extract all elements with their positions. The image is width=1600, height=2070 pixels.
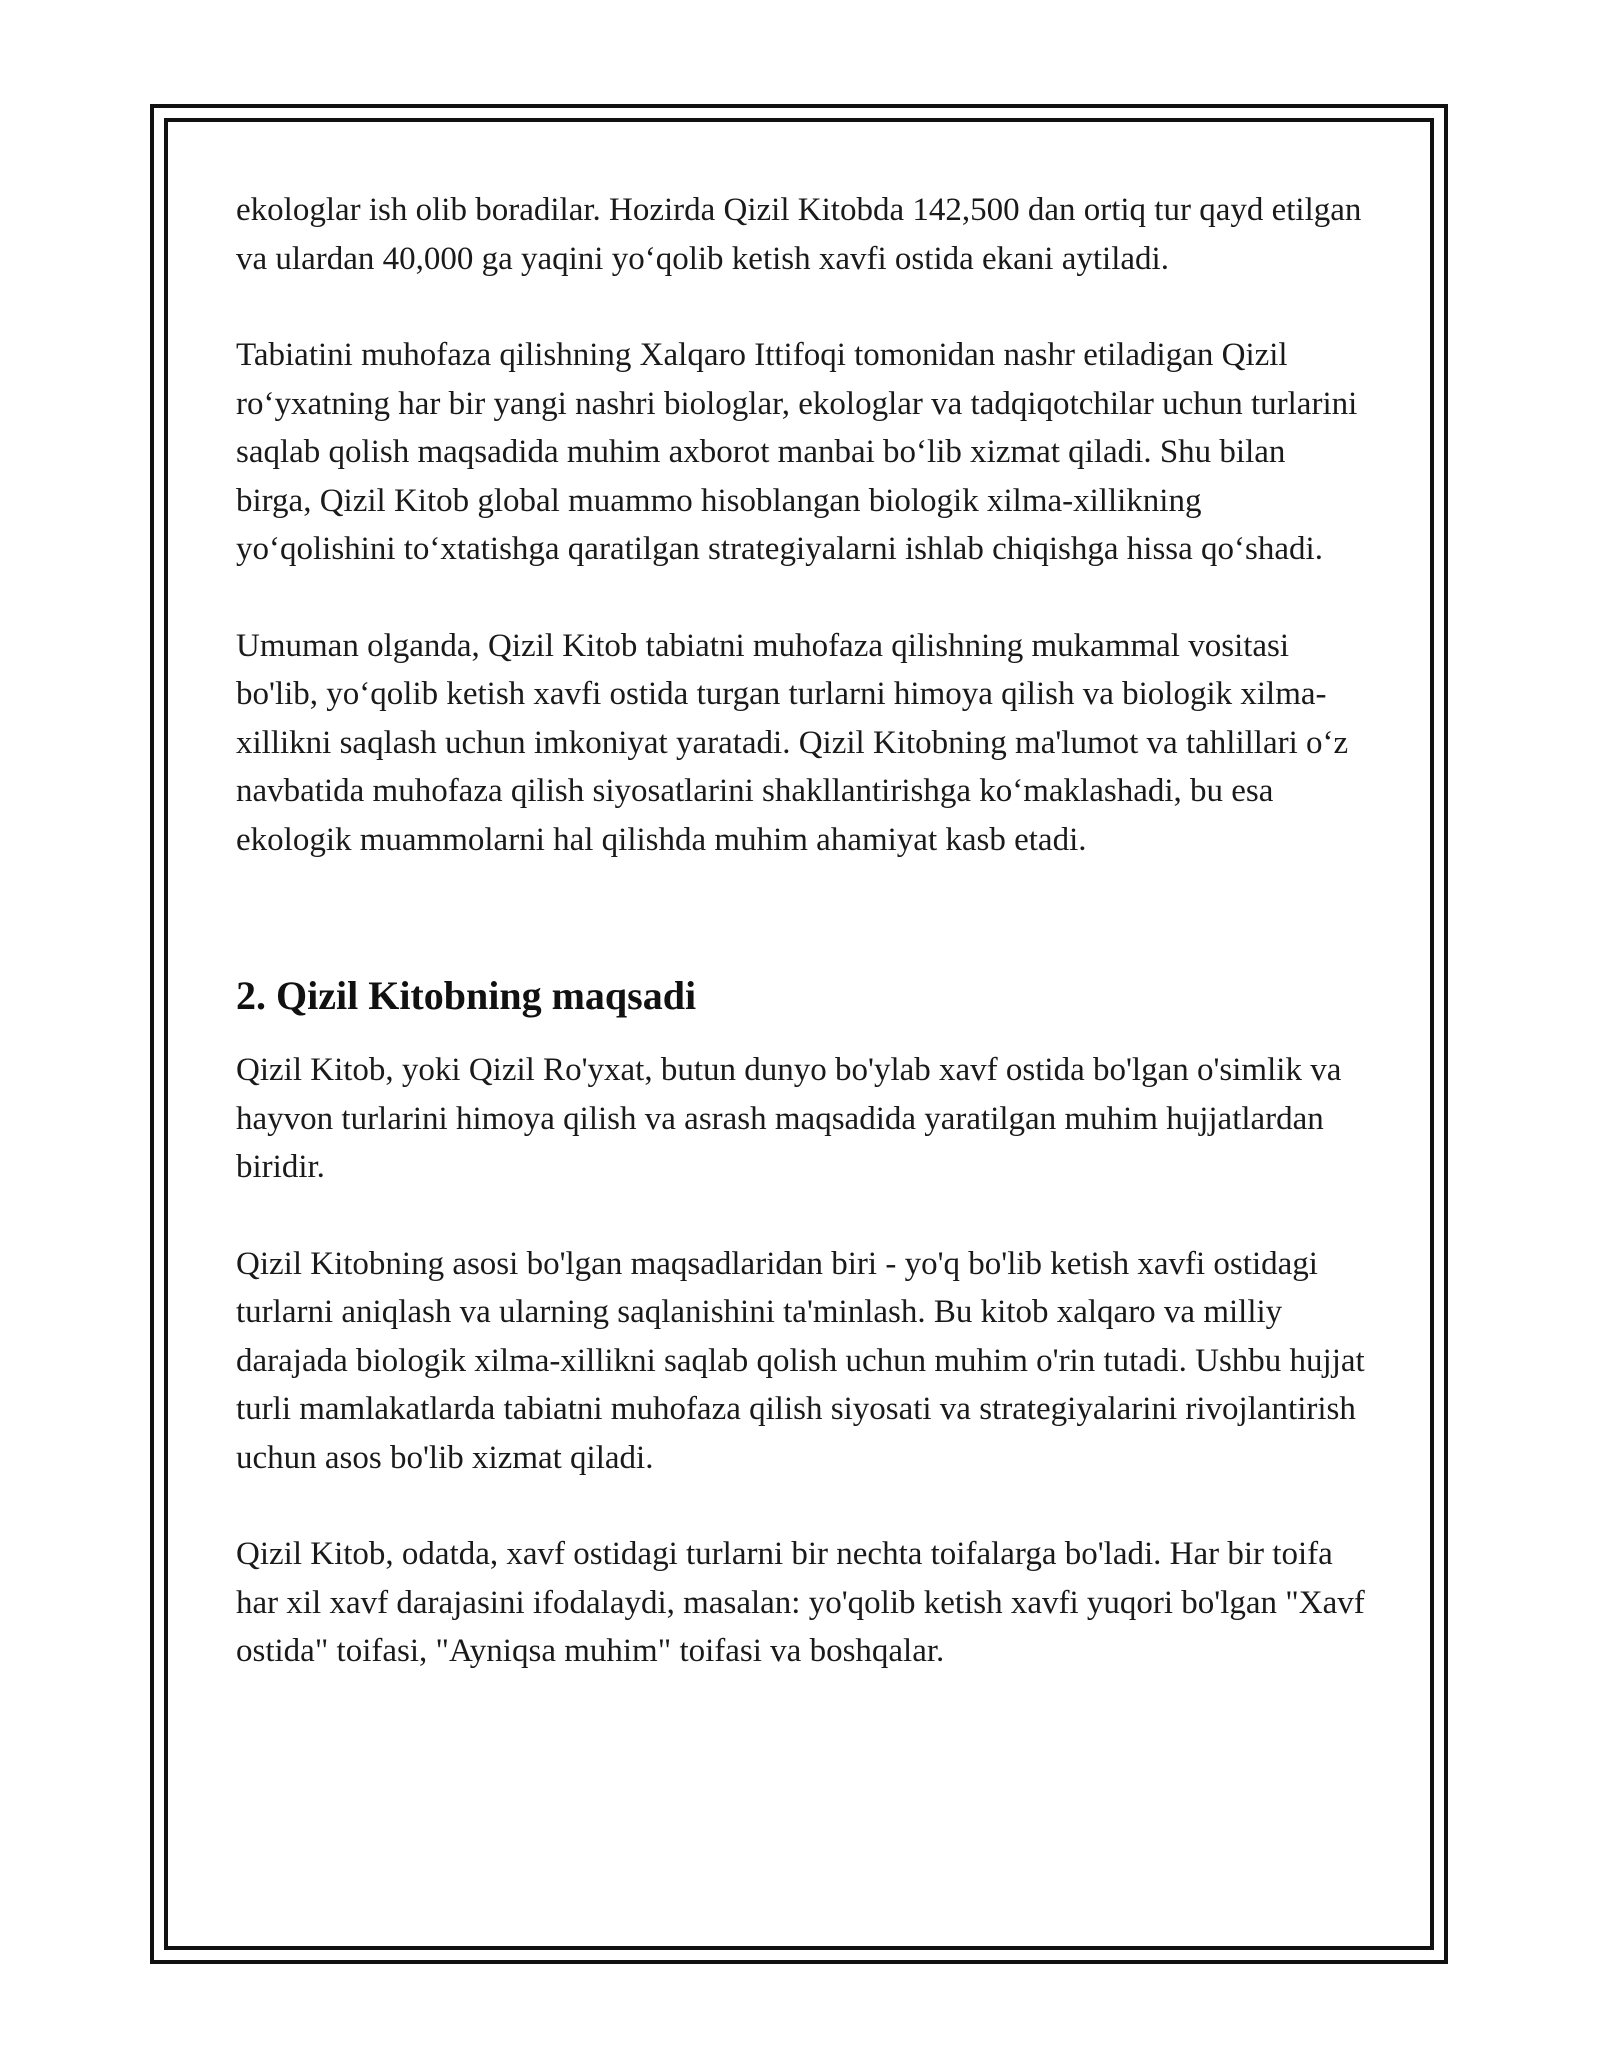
paragraph: Umuman olganda, Qizil Kitob tabiatni muhofaza qilishning mukammal vositasi bo'lib, yo‘qolib ketish xavfi ostida turgan turlarni himoya qilish va biologik xilma-xillikni saqlash uchun imkoniyat yaratadi. Qizil Kitobning ma'lumot va tahlillari o‘z navbatida muhofaza qilish siyosatlarini shakllantirishga ko‘maklashadi, bu esa ekologik muammolarni hal qilishda muhim ahamiyat kasb etadi. xyxy=(236,627,1349,858)
paragraph: Qizil Kitobning asosi bo'lgan maqsadlaridan biri - yo'q bo'lib ketish xavfi ostidagi turlarni aniqlash va ularning saqlanishini ta'minlash. Bu kitob xalqaro va milliy darajada biologik xilma-xillikni saqlab qolish uchun muhim o'rin tutadi. Ushbu hujjat turli mamlakatlarda tabiatni muhofaza qilish siyosati va strategiyalarini rivojlantirish uchun asos bo'lib xizmat qiladi. xyxy=(236,1245,1365,1476)
paragraph: Qizil Kitob, odatda, xavf ostidagi turlarni bir nechta toifalarga bo'ladi. Har bir toifa har xil xavf darajasini ifodalaydi, masalan: yo'qolib ketish xavfi yuqori bo'lgan "Xavf ostida" toifasi, "Ayniqsa muhim" toifasi va boshqalar. xyxy=(236,1536,1365,1669)
section-heading: 2. Qizil Kitobning maqsadi xyxy=(236,973,697,1018)
paragraph: ekologlar ish olib boradilar. Hozirda Qizil Kitobda 142,500 dan ortiq tur qayd etilgan va ulardan 40,000 ga yaqini yo‘qolib ketish xavfi ostida ekani aytiladi. xyxy=(236,192,1362,277)
document-body xyxy=(236,186,1366,1676)
paragraph: Tabiatini muhofaza qilishning Xalqaro Ittifoqi tomonidan nashr etiladigan Qizil ro‘yxatning har bir yangi nashri biologlar, ekologlar va tadqiqotchilar uchun turlarini saqlab qolish maqsadida muhim axborot manbai bo‘lib xizmat qiladi. Shu bilan birga, Qizil Kitob global muammo hisoblangan biologik xilma-xillikning yo‘qolishini to‘xtatishga qaratilgan strategiyalarni ishlab chiqishga hissa qo‘shadi. xyxy=(236,337,1358,567)
paragraph: Qizil Kitob, yoki Qizil Ro'yxat, butun dunyo bo'ylab xavf ostida bo'lgan o'simlik va hayvon turlarini himoya qilish va asrash maqsadida yaratilgan muhim hujjatlardan biridir. xyxy=(236,1052,1342,1185)
